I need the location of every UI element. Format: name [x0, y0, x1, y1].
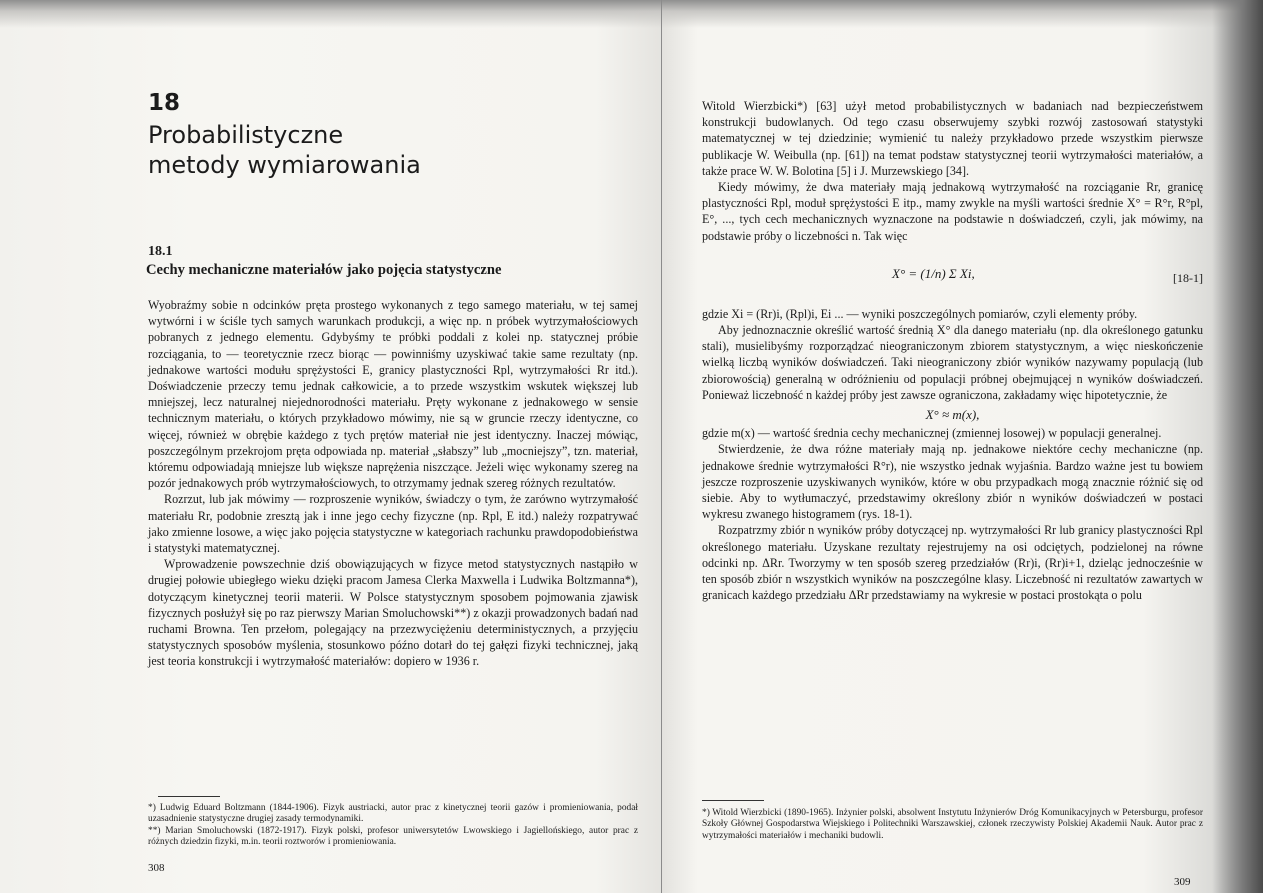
formula-18-1	[702, 256, 1203, 300]
left-body-text	[148, 297, 638, 670]
right-page-number: 309	[1174, 876, 1191, 888]
right-paragraph-4: Aby jednoznacznie określić wartość średnią X° dla danego materiału (np. dla określonego gatunku stali), musielibyśmy rozporządzać nieograniczonym zbiorem statystycznym, a więc nieskończenie wielką liczbą wyników doświadczeń. Taki nieograniczony zbiór wyników nazywamy populacją (lub zbiorowością) generalną w odróżnieniu od populacji próbnej obejmującej n wyników doświadczeń. Ponieważ liczebność n każdej próby jest zawsze ograniczona, zakładamy więc hipotetycznie, że	[702, 323, 1203, 402]
scan-edge-shadow	[1212, 0, 1263, 893]
top-scan-shadow-right	[662, 0, 1263, 28]
right-paragraph-7: Rozpatrzmy zbiór n wyników próby dotyczącej np. wytrzymałości Rr lub granicy plastyczności Rpl określonego materiału. Uzyskane rezultaty rejestrujemy na osi odciętych, podzielonej na równe odcinki np. ΔRr. Tworzymy w ten sposób szereg przedziałów (Rr)i, (Rr)i+1, dzieląc jednocześnie w ten sposób zbiór n wszystkich wyników na poszczególne klasy. Liczebność ni rezultatów zawartych w granicach każdego przedziału ΔRr przedstawiamy na wykresie w postaci prostokąta o polu	[702, 523, 1203, 603]
section-number: 18.1	[148, 244, 173, 259]
chapter-title	[148, 120, 421, 180]
right-footnote-1: *) Witold Wierzbicki (1890-1965). Inżynier polski, absolwent Instytutu Inżynierów Dróg Komunikacyjnych w Petersburgu, profesor Szkoły Głównej Gospodarstwa Wiejskiego i Politechniki Warszawskiej, członek rzeczywisty Polskiej Akademii Nauk. Autor prac z wytrzymałości materiałów i mechaniki budowli.	[702, 808, 1203, 841]
chapter-number: 18	[148, 90, 181, 116]
right-page	[662, 0, 1263, 893]
right-footnotes	[702, 808, 1203, 842]
left-footnotes	[148, 803, 638, 849]
right-paragraph-6: Stwierdzenie, że dwa różne materiały mają np. jednakowe niektóre cechy mechaniczne (np. jednakowe średnie wytrzymałości R°r), nie wszystko jednak wyjaśnia. Bardzo ważne jest tu bowiem jeszcze rozproszenie uzyskiwanych wyników, które w obu przypadkach mogą znacznie różnić się od siebie. Aby to wytłumaczyć, przedstawimy określony zbiór n wyników doświadczeń w postaci wykresu zwanego histogramem (rys. 18-1).	[702, 442, 1203, 522]
left-paragraph-1: Wyobraźmy sobie n odcinków pręta prostego wykonanych z tego samego materiału, w tej samej wytwórni i w ściśle tych samych warunkach produkcji, a więc np. n próbek wytrzymałościowych pobranych z jednego elementu. Gdybyśmy te próbki poddali z kolei np. statycznej próbie rozciągania, to — teoretycznie rzecz biorąc — powinniśmy uzyskiwać takie same rezultaty (np. jednakowe wartości modułu sprężystości E, granicy plastyczności Rpl, wytrzymałości Rr itd.). Doświadczenie przeczy temu jednak całkowicie, a to przede wszystkim wskutek większej lub mniejszej, lecz naturalnej niejednorodności materiału. Pręty wykonane z jednakowego w sensie technicznym materiału, o których przykładowo mówimy, nie są w gruncie rzeczy identyczne, co więcej, również w obrębie każdego z tych prętów materiał nie jest identyczny. Inaczej mówiąc, poszczególnym przekrojom pręta odpowiada np. materiał „słabszy” lub „mocniejszy”, tzn. materiał, któremu odpowiadają mniejsze lub większe naprężenia niszczące. Jeżeli więc wykonamy szereg na pozór jednakowych prób wytrzymałościowych, to otrzymamy jednak szereg różnych rezultatów.	[148, 298, 638, 491]
left-footnote-rule	[158, 796, 220, 797]
right-body-text	[702, 98, 1203, 603]
right-paragraph-5: gdzie m(x) — wartość średnia cechy mechanicznej (zmiennej losowej) w populacji generalnej.	[702, 426, 1162, 441]
chapter-heading	[148, 90, 421, 180]
left-page-number: 308	[148, 862, 165, 874]
left-footnote-1: *) Ludwig Eduard Boltzmann (1844-1906). Fizyk austriacki, autor prac z kinetycznej teorii gazów i promieniowania, podał uzasadnienie statystyczne drugiej zasady termodynamiki.	[148, 803, 638, 825]
left-footnote-2: **) Marian Smoluchowski (1872-1917). Fizyk polski, profesor uniwersytetów Lwowskiego i Jagiellońskiego, autor prac z różnych dziedzin fizyki, m.in. teorii roztworów i promieniowania.	[148, 825, 638, 848]
formula-approx: X° ≈ m(x),	[925, 407, 980, 423]
right-paragraph-1: Witold Wierzbicki*) [63] użył metod probabilistycznych w badaniach nad bezpieczeństwem konstrukcji budowlanych. Od tego czasu obserwujemy szybki rozwój zastosowań statystyki matematycznej w tej dziedzinie; wymienić tu należy przykładowo przede wszystkim pierwsze publikacje W. Weibulla (np. [61]) na temat podstaw statystycznej teorii wytrzymałości materiałów, a także prace W. W. Bolotina [5] i J. Murzewskiego [34].	[702, 99, 1203, 178]
top-scan-shadow	[0, 0, 662, 28]
right-paragraph-2: Kiedy mówimy, że dwa materiały mają jednakową wytrzymałość na rozciąganie Rr, granicę plastyczności Rpl, moduł sprężystości E itp., mamy zwykle na myśli wartości średnie X° = R°r, R°pl, E°, ..., tych cech mechanicznych wyznaczone na podstawie n doświadczeń, czyli, jak mówimy, na podstawie próby o liczebności n. Tak więc	[702, 180, 1203, 243]
chapter-title-line-2: metody wymiarowania	[148, 151, 421, 179]
section-title: Cechy mechaniczne materiałów jako pojęcia statystyczne	[146, 262, 502, 278]
chapter-title-line-1: Probabilistyczne	[148, 121, 344, 149]
left-paragraph-3: Wprowadzenie powszechnie dziś obowiązujących w fizyce metod statystycznych nastąpiło w drugiej połowie ubiegłego wieku dzięki pracom Jamesa Clerka Maxwella i Ludwika Boltzmanna*), dotyczącym kinetycznej teorii materii. W Polsce statystycznym sposobem pojmowania zjawisk fizycznych posłużył się po raz pierwszy Marian Smoluchowski**) z okazji prowadzonych badań nad ruchami Browna. Ten przełom, polegający na przezwyciężeniu deterministycznych, a przyjęciu statystycznych sposobów myślenia, stosunkowo późno dotarł do tej gałęzi fizyki technicznej, jaką jest teoria konstrukcji i wytrzymałość materiałów: dopiero w 1936 r.	[148, 557, 638, 669]
left-paragraph-2: Rozrzut, lub jak mówimy — rozproszenie wyników, świadczy o tym, że zarówno wytrzymałość materiału Rr, podobnie zresztą jak i inne jego cechy fizyczne (np. Rpl, E itd.) należy rozpatrywać jako zmienne losowe, a więc jako pojęcia statystyczne w kategoriach rachunku prawdopodobieństwa i statystyki matematycznej.	[148, 492, 638, 556]
formula-18-1-expression: X° = (1/n) Σ Xi,	[892, 265, 975, 281]
right-paragraph-3: gdzie Xi = (Rr)i, (Rpl)i, Ei ... — wyniki poszczególnych pomiarów, czyli elementy próby.	[702, 306, 1138, 321]
right-footnote-rule	[702, 800, 764, 801]
formula-18-1-number: [18-1]	[1173, 270, 1203, 285]
